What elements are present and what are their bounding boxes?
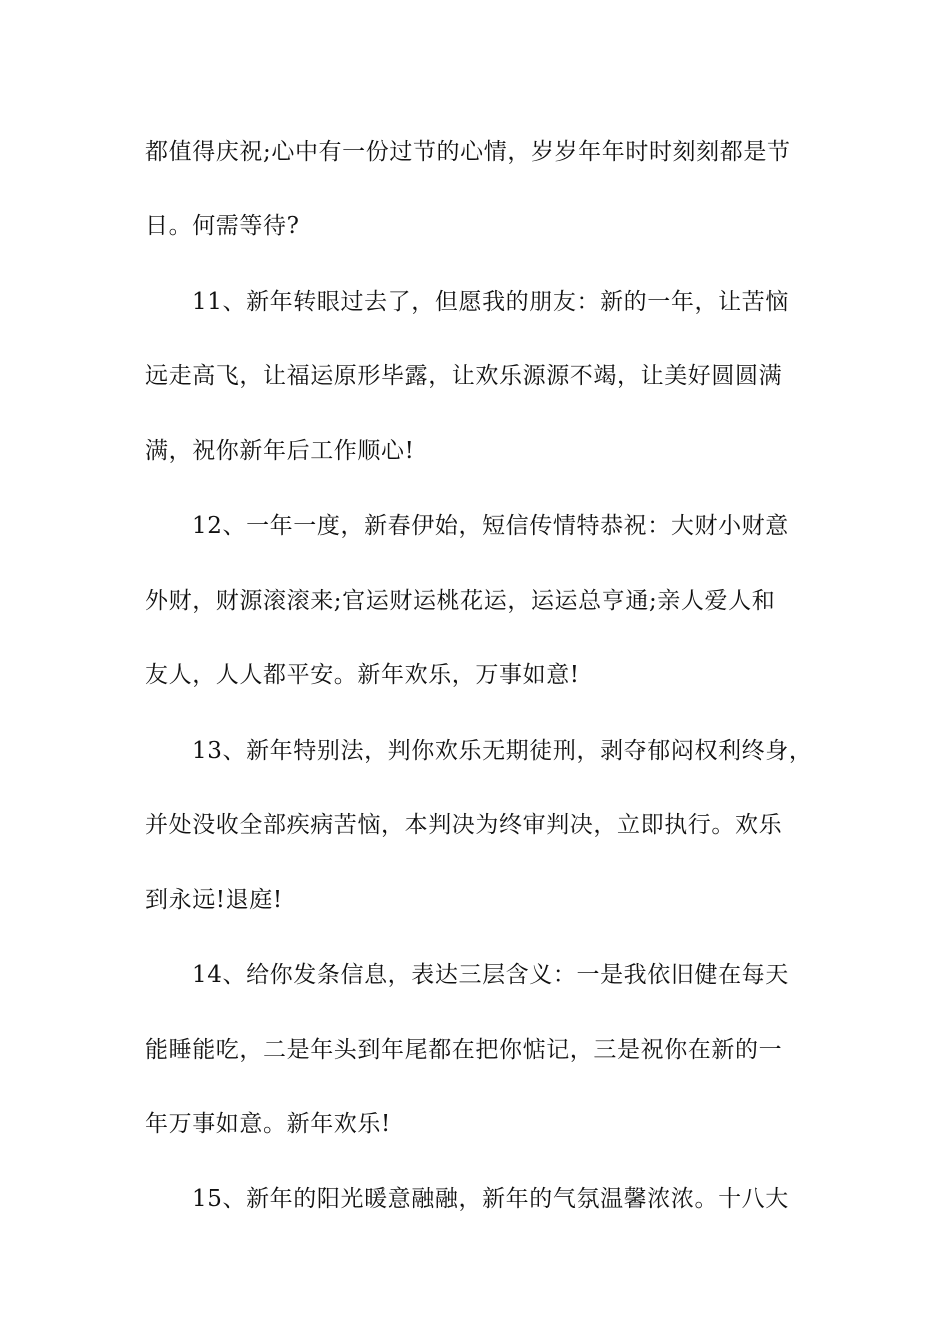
text-line: 到永远!退庭!	[145, 887, 283, 913]
text-line: 并处没收全部疾病苦恼，本判决为终审判决，立即执行。欢乐	[145, 812, 783, 838]
text-line: 友人，人人都平安。新年欢乐，万事如意!	[145, 662, 580, 688]
text-line: 年万事如意。新年欢乐!	[145, 1111, 391, 1137]
paragraph-14-start: 14、给你发条信息，表达三层含义：一是我依旧健在每天	[192, 962, 789, 988]
text-line: 外财，财源滚滚来;官运财运桃花运，运运总亨通;亲人爱人和	[145, 588, 776, 614]
text-line: 满，祝你新年后工作顺心!	[145, 438, 415, 464]
text-line: 日。何需等待?	[145, 213, 300, 239]
text-line: 能睡能吃，二是年头到年尾都在把你惦记，三是祝你在新的一	[145, 1037, 783, 1063]
text-line: 远走高飞，让福运原形毕露，让欢乐源源不竭，让美好圆圆满	[145, 363, 783, 389]
paragraph-15-start: 15、新年的阳光暖意融融，新年的气氛温馨浓浓。十八大	[192, 1186, 789, 1212]
paragraph-13-start: 13、新年特别法，判你欢乐无期徒刑，剥夺郁闷权利终身，	[192, 738, 813, 764]
text-line: 都值得庆祝;心中有一份过节的心情，岁岁年年时时刻刻都是节	[145, 139, 791, 165]
paragraph-12-start: 12、一年一度，新春伊始，短信传情特恭祝：大财小财意	[192, 513, 789, 539]
paragraph-11-start: 11、新年转眼过去了，但愿我的朋友：新的一年，让苦恼	[192, 289, 789, 315]
